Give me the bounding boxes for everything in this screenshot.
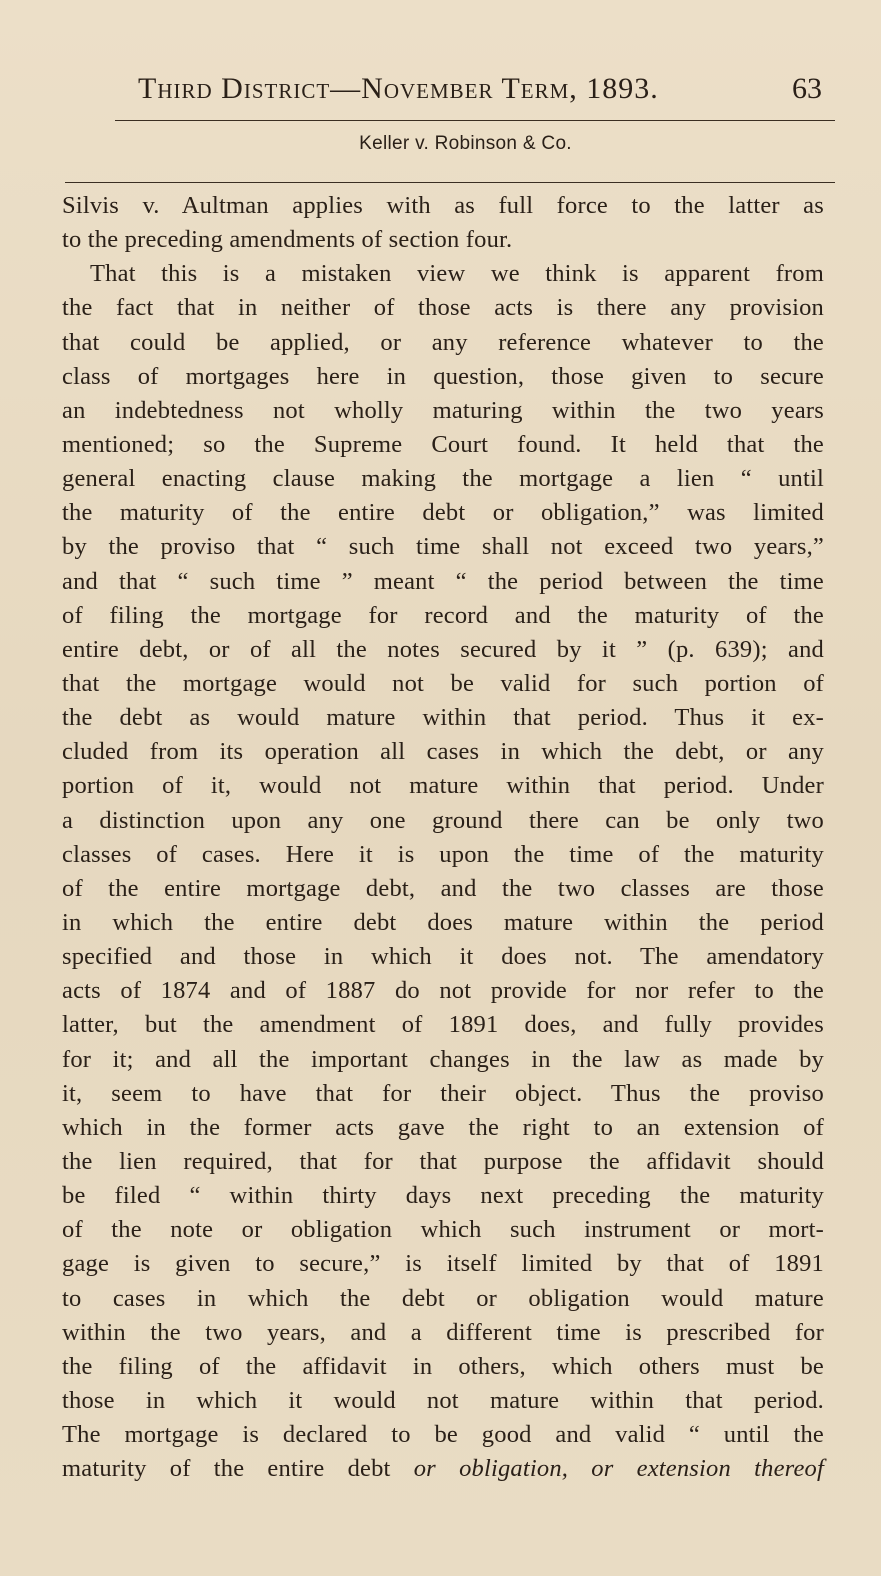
text-line: latter, but the amendment of 1891 does, and fully provides [62,1011,824,1039]
text-line: the maturity of the entire debt or obligation,” was limited [62,499,824,527]
text-line: the lien required, that for that purpose the affidavit should [62,1147,824,1175]
text-line: in which the entire debt does mature within the period [62,908,824,936]
body-text [62,189,824,1486]
text-line: the filing of the affidavit in others, which others must be [62,1352,824,1380]
text-line: Silvis v. Aultman applies with as full force to the latter as [62,192,824,219]
text-line: The mortgage is declared to be good and valid “ until the [62,1421,824,1449]
text-line: within the two years, and a different time is prescribed for [62,1318,824,1346]
text-line: portion of it, would not mature within that period. Under [62,772,824,800]
header-rule-bottom [65,182,835,183]
text-line: acts of 1874 and of 1887 do not provide for nor refer to the [62,977,824,1005]
text-line: to the preceding amendments of section four. [62,226,513,254]
final-line-roman: maturity of the entire debt [62,1455,414,1483]
text-line: class of mortgages here in question, those given to secure [62,362,824,390]
text-line: of the entire mortgage debt, and the two classes are those [62,874,824,902]
case-caption: Keller v. Robinson & Co. [359,133,572,154]
running-head [60,72,822,112]
text-line: by the proviso that “ such time shall not exceed two years,” [62,533,824,561]
text-line: to cases in which the debt or obligation would mature [62,1284,824,1312]
text-line-final [62,1452,824,1486]
text-line: cluded from its operation all cases in which the debt, or any [62,738,824,766]
text-line: it, seem to have that for their object. Thus the proviso [62,1079,824,1107]
text-line: of the note or obligation which such instrument or mort- [62,1216,824,1244]
text-line: gage is given to secure,” is itself limited by that of 1891 [62,1250,824,1278]
text-line: the fact that in neither of those acts is there any provision [62,294,824,322]
text-line: entire debt, or of all the notes secured by it ” (p. 639); and [62,635,824,663]
text-line: That this is a mistaken view we think is apparent from [90,260,824,288]
text-line: that the mortgage would not be valid for such portion of [62,669,824,697]
final-line-italic: or obligation, or extension thereof [413,1455,824,1483]
text-line: classes of cases. Here it is upon the time of the maturity [62,840,824,868]
text-line: be filed “ within thirty days next preceding the maturity [62,1182,824,1210]
text-line: the debt as would mature within that period. Thus it ex- [62,704,824,732]
text-line: general enacting clause making the mortgage a lien “ until [62,465,824,493]
page-number: 63 [792,72,822,105]
text-line: mentioned; so the Supreme Court found. It held that the [62,430,824,458]
text-line: and that “ such time ” meant “ the period between the time [62,567,824,595]
text-line: which in the former acts gave the right to an extension of [62,1113,824,1141]
text-line: that could be applied, or any reference whatever to the [62,328,824,356]
text-line: of filing the mortgage for record and the maturity of the [62,601,824,629]
text-line: specified and those in which it does not. The amendatory [62,943,824,971]
text-line: an indebtedness not wholly maturing within the two years [62,396,824,424]
running-title: Third District—November Term, 1893. [138,72,659,105]
header-rule-top [115,120,835,121]
text-line: for it; and all the important changes in the law as made by [62,1045,824,1073]
text-line: a distinction upon any one ground there can be only two [62,806,824,834]
text-line: those in which it would not mature within that period. [62,1386,824,1414]
